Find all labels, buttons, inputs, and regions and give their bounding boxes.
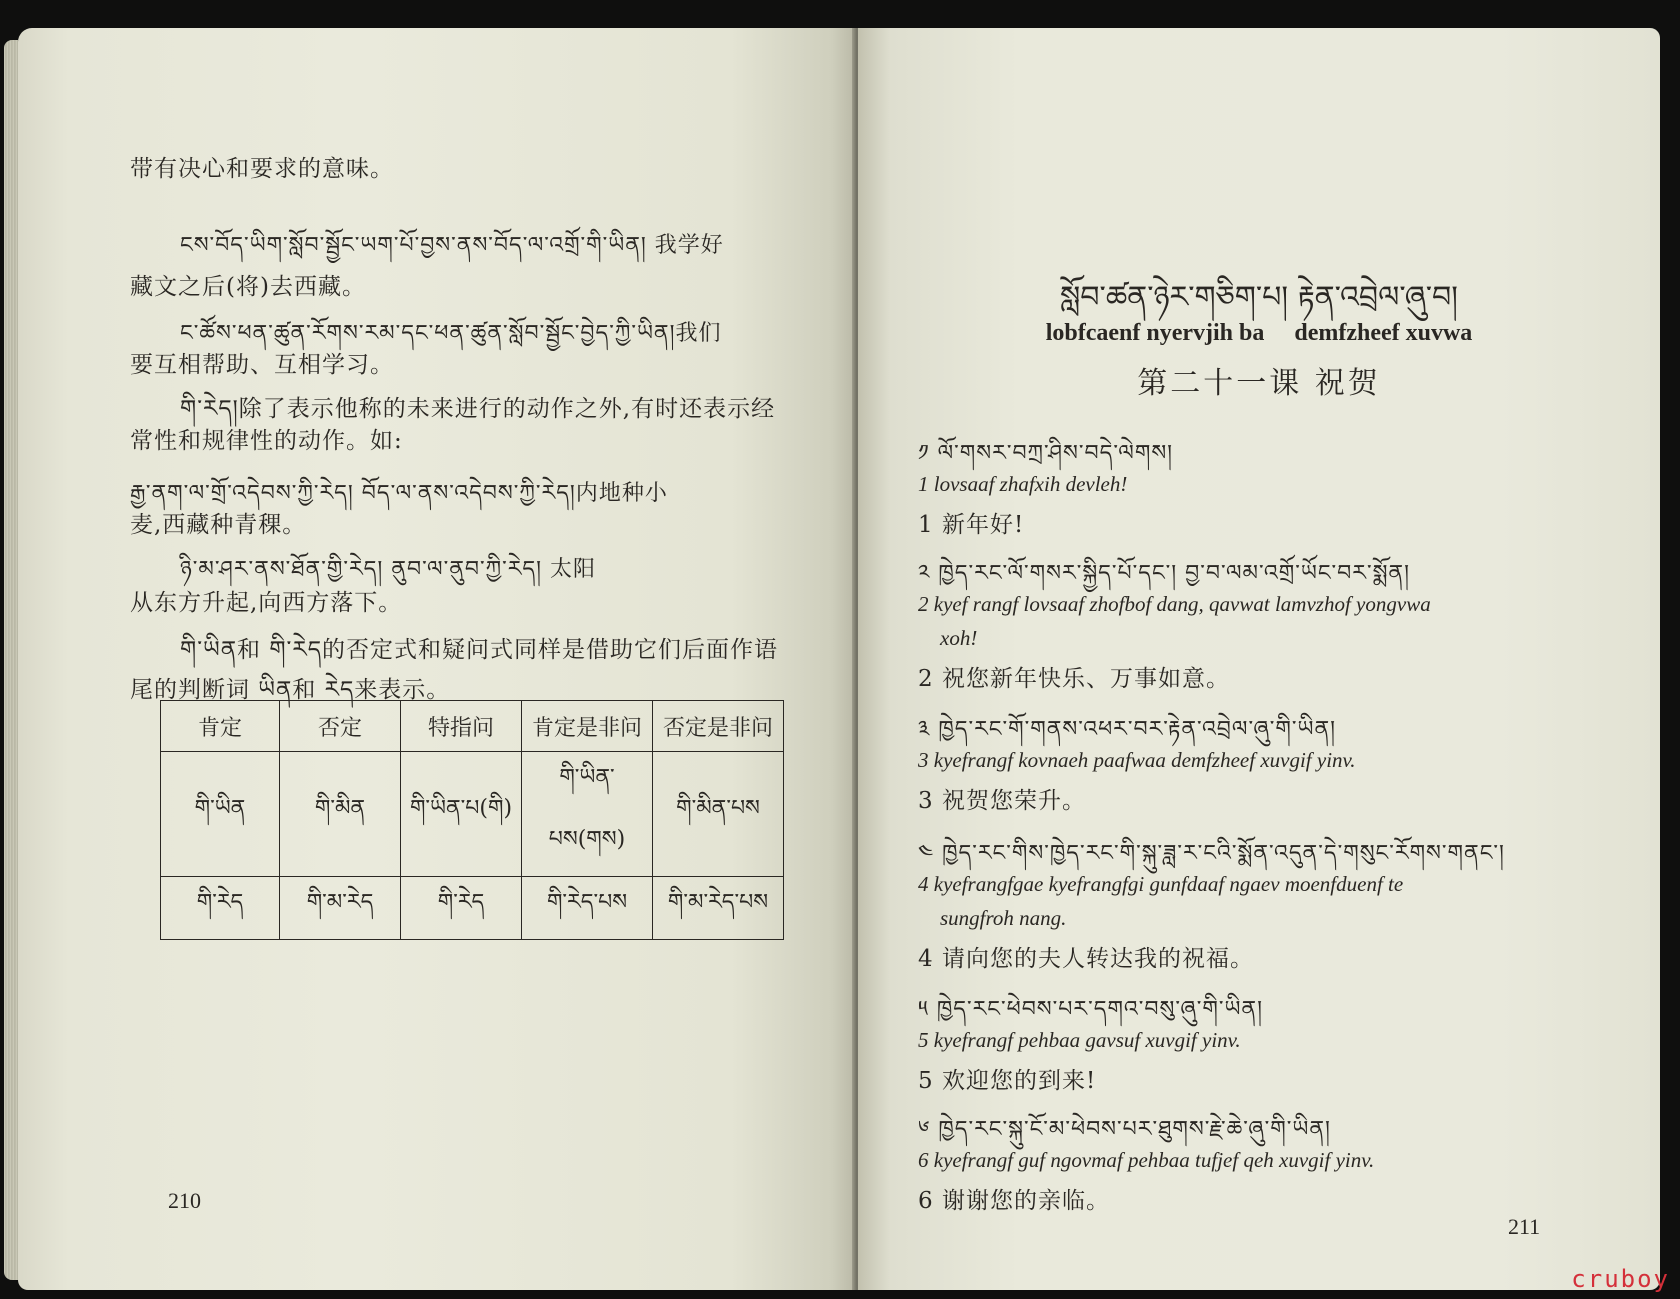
text-line: 麦,西藏种青稞。: [130, 512, 307, 538]
chinese-line: 4 请向您的夫人转达我的祝福。: [918, 946, 1254, 972]
lesson-title-tibetan: སློབ་ཚན་ཉེར་གཅིག་པ། རྟེན་འབྲེལ་ཞུ་བ།: [1060, 280, 1458, 315]
table-cell: གི་ཡིན་པ(གི): [401, 752, 522, 877]
chinese-line: 1 新年好!: [918, 512, 1025, 538]
table-cell: གི་རེད་པས: [522, 877, 653, 940]
chinese-line: 3 祝贺您荣升。: [918, 788, 1086, 814]
table-cell: གི་མིན: [280, 752, 401, 877]
text-line: 从东方升起,向西方落下。: [130, 590, 403, 616]
tibetan-line: ༢ ཁྱེད་རང་ལོ་གསར་སྐྱིད་པོ་དང་། བྱ་བ་ལམ་འགྲོ་ཡོང་བར་སྨོན།: [918, 561, 1410, 586]
text-line: ངས་བོད་ཡིག་སློབ་སྦྱོང་ཡག་པོ་བྱས་ནས་བོད་ལ་འགྲོ་གི་ཡིན། 我学好: [180, 233, 724, 258]
romanized-line: 5 kyefrangf pehbaa gavsuf xuvgif yinv.: [918, 1028, 1241, 1052]
text-line: ང་ཚོས་ཕན་ཚུན་རོགས་རམ་དང་ཕན་ཚུན་སློབ་སྦྱོང་བྱེད་ཀྱི་ཡིན།我们: [180, 321, 722, 346]
table-header: 否定是非问: [653, 701, 784, 752]
text-line: 藏文之后(将)去西藏。: [130, 274, 366, 300]
romanized-line: xoh!: [940, 626, 978, 650]
page-number: 211: [1508, 1214, 1541, 1239]
chinese-line: 2 祝您新年快乐、万事如意。: [918, 666, 1230, 692]
text-line: 尾的判断词 ཡིན和 རེད来表示。: [130, 677, 451, 703]
table-header: 肯定: [161, 701, 280, 752]
table-cell: གི་རེད: [401, 877, 522, 940]
text-line: གི་རེད།除了表示他称的未来进行的动作之外,有时还表示经: [180, 396, 776, 422]
romanized-line: 2 kyef rangf lovsaaf zhofbof dang, qavwat lamvzhof yongvwa: [918, 592, 1431, 616]
tibetan-line: ༥ ཁྱེད་རང་ཕེབས་པར་དགའ་བསུ་ཞུ་གི་ཡིན།: [918, 997, 1263, 1022]
table-cell: གི་མ་རེད་པས: [653, 877, 784, 940]
page-number: 210: [168, 1188, 201, 1213]
table-cell: གི་ཡིན: [161, 752, 280, 877]
watermark-text: cruboy: [1571, 1265, 1670, 1293]
chinese-line: 6 谢谢您的亲临。: [918, 1188, 1110, 1214]
table-header: 否定: [280, 701, 401, 752]
text-line: གི་ཡིན和 གི་རེད的否定式和疑问式同样是借助它们后面作语: [180, 637, 779, 663]
table-cell: གི་མིན་པས: [653, 752, 784, 877]
right-page: [858, 28, 1660, 1290]
tibetan-line: ༣ ཁྱེད་རང་གོ་གནས་འཕར་བར་རྟེན་འབྲེལ་ཞུ་གི་ཡིན།: [918, 717, 1337, 742]
table-header: 特指问: [401, 701, 522, 752]
text-line: 要互相帮助、互相学习。: [130, 352, 394, 378]
romanized-line: sungfroh nang.: [940, 906, 1067, 930]
text-line: 带有决心和要求的意味。: [130, 156, 394, 182]
romanized-line: 3 kyefrangf kovnaeh paafwaa demfzheef xuvgif yinv.: [918, 748, 1356, 772]
romanized-line: 1 lovsaaf zhafxih devleh!: [918, 472, 1128, 496]
text-line: 常性和规律性的动作。如:: [130, 428, 403, 454]
lesson-title-roman: lobfcaenf nyervjih ba demfzheef xuvwa: [1045, 320, 1473, 346]
chinese-line: 5 欢迎您的到来!: [918, 1068, 1097, 1094]
table-header: 肯定是非问: [522, 701, 653, 752]
romanized-line: 6 kyefrangf guf ngovmaf pehbaa tufjef qeh xuvgif yinv.: [918, 1148, 1375, 1172]
book-page-edges: [4, 40, 18, 1280]
lesson-title-chinese: 第二十一课 祝贺: [1137, 366, 1381, 401]
conjugation-table: [160, 700, 784, 940]
table-cell: གི་རེད: [161, 877, 280, 940]
tibetan-line: ༡ ལོ་གསར་བཀྲ་ཤིས་བདེ་ལེགས།: [918, 441, 1174, 466]
table-cell: གི་ཡིན་པས(གས): [522, 752, 653, 877]
table-cell: གི་མ་རེད: [280, 877, 401, 940]
romanized-line: 4 kyefrangfgae kyefrangfgi gunfdaaf ngaev moenfduenf te: [918, 872, 1404, 896]
tibetan-line: ༦ ཁྱེད་རང་སྐུ་ངོ་མ་ཕེབས་པར་ཐུགས་རྗེ་ཆེ་ཞུ་གི་ཡིན།: [918, 1117, 1331, 1142]
text-line: རྒྱ་ནག་ལ་གྲོ་འདེབས་ཀྱི་རེད། བོད་ལ་ནས་འདེབས་ཀྱི་རེད།内地种小: [130, 481, 668, 506]
text-line: ཉི་མ་ཤར་ནས་ཐོན་གྱི་རེད། ནུབ་ལ་ནུབ་ཀྱི་རེད། 太阳: [180, 557, 597, 582]
tibetan-line: ༤ ཁྱེད་རང་གིས་ཁྱེད་རང་གི་སྐུ་ཟླ་ར་ངའི་སྨོན་འདུན་དེ་གསུང་རོགས་གནང་།: [918, 841, 1505, 866]
left-page: [18, 28, 856, 1290]
